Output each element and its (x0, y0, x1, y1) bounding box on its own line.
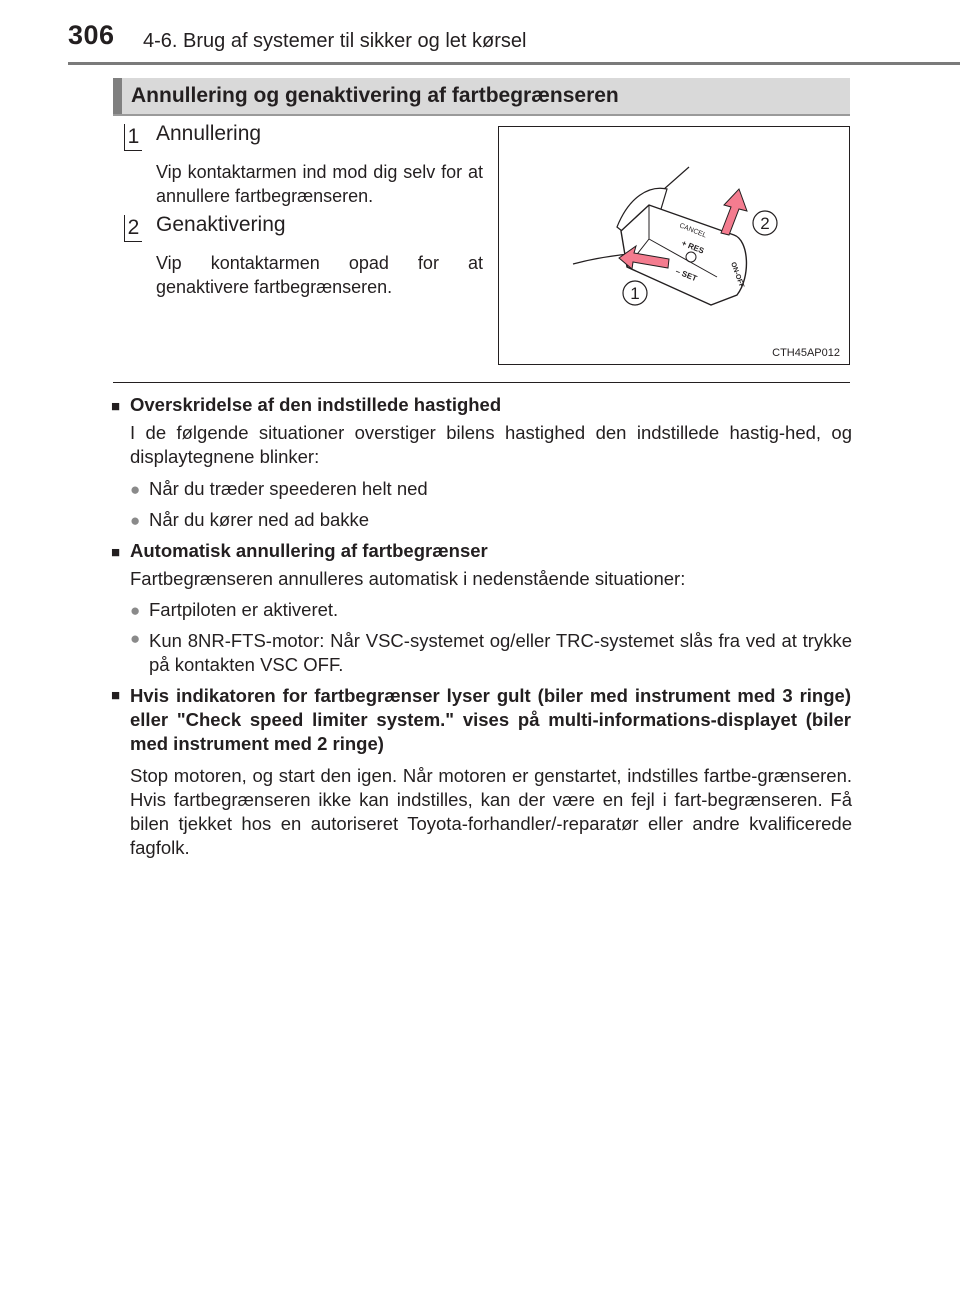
note-3-text: Stop motoren, og start den igen. Når motoren er genstartet, indstilles fartbe-grænseren. Hvis fartbegrænseren ikke kan indstilles, kan der være en fejl i fart-begrænseren. Få bilen tjekket hos en autoriseret Toyota-forhandler/-reparatør eller andre kvalificerede fagfolk. (130, 765, 852, 858)
chapter-title: 4-6. Brug af systemer til sikker og let kørsel (143, 30, 527, 52)
section-banner (113, 78, 850, 114)
circle-bullet-icon: ● (130, 480, 141, 499)
step-1-title: Annullering (156, 122, 262, 145)
step-2-title: Genaktivering (156, 213, 286, 236)
circle-bullet-icon: ● (130, 601, 141, 620)
note-1-heading-text: Overskridelse af den indstillede hastighed (130, 394, 502, 415)
step-1-number: 1 (124, 124, 142, 151)
note-3-heading-text: Hvis indikatoren for fartbegrænser lyser gult (biler med instrument med 3 ringe) eller "Check speed limiter system." vises på multi-informations-displayet (biler med instrument med 2 ringe) (130, 685, 851, 754)
section-banner-bar (113, 78, 122, 114)
callout-2: 2 (760, 214, 770, 233)
circle-bullet-icon: ● (130, 511, 141, 530)
note-2-heading-text: Automatisk annullering af fartbegrænser (130, 540, 488, 561)
circle-bullet-icon: ● (130, 629, 141, 648)
page-number: 306 (68, 20, 115, 50)
square-bullet-icon: ■ (111, 398, 121, 415)
note-1-text: I de følgende situationer overstiger bilens hastighed den indstillede hastig-hed, og displaytegnene blinker: (130, 422, 852, 467)
note-1-bullet-1: ● Når du træder speederen helt ned (130, 478, 428, 499)
note-1-heading (111, 393, 851, 419)
step-1-text: Vip kontaktarmen ind mod dig selv for at annullere fartbegrænseren. (156, 162, 483, 206)
section-divider (113, 382, 850, 383)
banner-underline (113, 114, 850, 116)
section-title: Annullering og genaktivering af fartbegrænseren (131, 84, 619, 107)
illustration-code: CTH45AP012 (772, 347, 840, 359)
lever-label-res: + RES (680, 238, 706, 256)
square-bullet-icon: ■ (111, 687, 121, 704)
step-2-text: Vip kontaktarmen opad for at genaktivere fartbegrænseren. (156, 253, 483, 297)
note-2-heading (111, 539, 851, 565)
note-3-heading (111, 684, 851, 756)
note-2-bullet-1: ● Fartpiloten er aktiveret. (130, 599, 339, 620)
square-bullet-icon: ■ (111, 544, 121, 561)
step-2-number: 2 (124, 215, 142, 242)
lever-label-set: – SET (674, 266, 699, 284)
lever-label-onoff: ON-OFF (729, 261, 745, 289)
cruise-lever-drawing (499, 127, 849, 364)
note-1-bullet-2: ● Når du kører ned ad bakke (130, 509, 370, 530)
header-rule (68, 62, 960, 65)
lever-illustration (498, 126, 850, 365)
lever-label-cancel: CANCEL (678, 222, 708, 240)
note-2-text: Fartbegrænseren annulleres automatisk i nedenstående situationer: (130, 568, 686, 589)
note-2-bullet-2: ● Kun 8NR-FTS-motor: Når VSC-systemet og/eller TRC-systemet slås fra ved at trykke på kontakten VSC OFF. (130, 629, 852, 675)
callout-1: 1 (630, 284, 640, 303)
